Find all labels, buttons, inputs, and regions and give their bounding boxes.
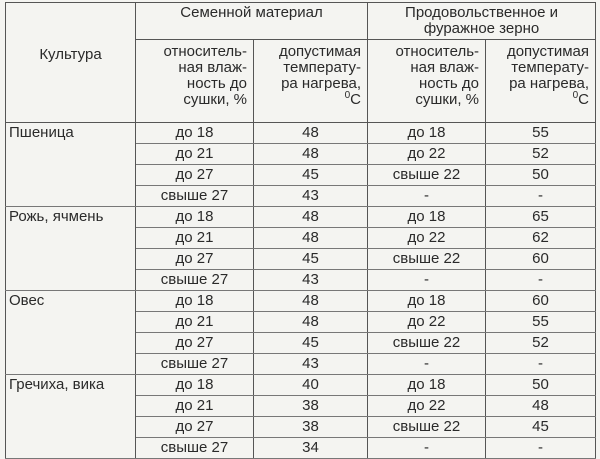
header-food-temperature-line: ра нагрева, <box>509 75 590 92</box>
header-food-humidity-line: сушки, % <box>415 91 480 108</box>
degree-sup: 0 <box>344 90 351 101</box>
table-row <box>6 375 596 396</box>
drying-regime-table <box>5 2 596 459</box>
header-crop <box>6 3 136 123</box>
seed-humidity-cell: свыше 27 <box>136 270 254 291</box>
seed-temperature-cell: 48 <box>254 228 368 249</box>
header-seed-temperature-line: ра нагрева, <box>281 75 362 92</box>
food-temperature-cell: - <box>486 270 596 291</box>
food-temperature-cell: 52 <box>486 333 596 354</box>
header-food-group-line2: фуражное зерно <box>423 20 540 37</box>
header-seed-humidity-line: ность до <box>186 75 247 92</box>
seed-temperature-cell: 45 <box>254 333 368 354</box>
header-food-temperature-line: допустимая <box>506 43 590 60</box>
seed-temperature-cell: 45 <box>254 249 368 270</box>
food-temperature-cell: 50 <box>486 375 596 396</box>
food-temperature-cell: 48 <box>486 396 596 417</box>
food-temperature-cell: - <box>486 186 596 207</box>
crop-name: Рожь, ячмень <box>6 207 136 291</box>
food-humidity-cell: свыше 22 <box>368 165 486 186</box>
food-temperature-cell: 65 <box>486 207 596 228</box>
food-humidity-cell: - <box>368 186 486 207</box>
crop-name: Гречиха, вика <box>6 375 136 459</box>
seed-temperature-cell: 43 <box>254 186 368 207</box>
food-temperature-cell: 52 <box>486 144 596 165</box>
header-food-humidity-line: ная влаж- <box>410 59 480 76</box>
seed-temperature-cell: 48 <box>254 207 368 228</box>
food-humidity-cell: свыше 22 <box>368 249 486 270</box>
seed-temperature-cell: 48 <box>254 123 368 144</box>
food-temperature-cell: 62 <box>486 228 596 249</box>
header-seed-humidity-line: относитель- <box>163 43 247 60</box>
header-seed-humidity <box>136 40 254 123</box>
food-humidity-cell: свыше 22 <box>368 333 486 354</box>
header-food-temperature-unit <box>486 92 589 110</box>
food-humidity-cell: до 18 <box>368 291 486 312</box>
food-humidity-cell: свыше 22 <box>368 417 486 438</box>
food-humidity-cell: до 18 <box>368 123 486 144</box>
food-humidity-cell: - <box>368 270 486 291</box>
seed-temperature-cell: 43 <box>254 270 368 291</box>
food-temperature-cell: 50 <box>486 165 596 186</box>
header-seed-group <box>136 3 368 40</box>
seed-humidity-cell: до 27 <box>136 249 254 270</box>
header-seed-temperature-line: допустимая <box>278 43 362 60</box>
seed-temperature-cell: 45 <box>254 165 368 186</box>
header-food-humidity-line: ность до <box>418 75 480 92</box>
seed-humidity-cell: до 18 <box>136 207 254 228</box>
food-humidity-cell: - <box>368 354 486 375</box>
seed-temperature-cell: 48 <box>254 144 368 165</box>
food-humidity-cell: до 22 <box>368 228 486 249</box>
food-temperature-cell: 55 <box>486 312 596 333</box>
seed-temperature-cell: 43 <box>254 354 368 375</box>
header-seed-group-label: Семенной материал <box>180 4 323 21</box>
food-humidity-cell: до 18 <box>368 375 486 396</box>
food-temperature-cell: 55 <box>486 123 596 144</box>
seed-humidity-cell: до 21 <box>136 396 254 417</box>
seed-temperature-cell: 40 <box>254 375 368 396</box>
header-food-group-line1: Продовольственное и <box>405 4 558 21</box>
food-humidity-cell: до 22 <box>368 312 486 333</box>
food-humidity-cell: до 22 <box>368 396 486 417</box>
food-temperature-cell: 60 <box>486 291 596 312</box>
header-seed-temperature-line: температу- <box>283 59 362 76</box>
food-temperature-cell: - <box>486 438 596 459</box>
seed-humidity-cell: до 21 <box>136 312 254 333</box>
seed-humidity-cell: свыше 27 <box>136 186 254 207</box>
table-body <box>6 123 596 459</box>
degree-unit: С <box>350 91 362 108</box>
food-humidity-cell: до 18 <box>368 207 486 228</box>
table-row <box>6 207 596 228</box>
seed-humidity-cell: до 18 <box>136 291 254 312</box>
header-food-group <box>368 3 596 40</box>
food-humidity-cell: до 22 <box>368 144 486 165</box>
table-row <box>6 123 596 144</box>
seed-humidity-cell: до 18 <box>136 123 254 144</box>
header-food-temperature-line: температу- <box>511 59 590 76</box>
header-row-groups <box>6 3 596 40</box>
seed-humidity-cell: свыше 27 <box>136 354 254 375</box>
seed-temperature-cell: 34 <box>254 438 368 459</box>
crop-name: Пшеница <box>6 123 136 207</box>
seed-temperature-cell: 48 <box>254 291 368 312</box>
header-food-humidity-line: относитель- <box>395 43 480 60</box>
seed-humidity-cell: до 18 <box>136 375 254 396</box>
food-humidity-cell: - <box>368 438 486 459</box>
header-food-humidity <box>368 40 486 123</box>
seed-temperature-cell: 38 <box>254 417 368 438</box>
seed-humidity-cell: свыше 27 <box>136 438 254 459</box>
seed-humidity-cell: до 27 <box>136 417 254 438</box>
food-temperature-cell: - <box>486 354 596 375</box>
seed-humidity-cell: до 21 <box>136 228 254 249</box>
header-seed-temperature <box>254 40 368 123</box>
degree-sup: 0 <box>572 90 579 101</box>
seed-humidity-cell: до 27 <box>136 165 254 186</box>
food-temperature-cell: 60 <box>486 249 596 270</box>
header-food-temperature <box>486 40 596 123</box>
seed-humidity-cell: до 27 <box>136 333 254 354</box>
header-crop-label: Культура <box>39 46 102 63</box>
header-seed-humidity-line: сушки, % <box>183 91 247 108</box>
table-row <box>6 291 596 312</box>
header-seed-humidity-line: ная влаж- <box>178 59 247 76</box>
seed-temperature-cell: 38 <box>254 396 368 417</box>
crop-name: Овес <box>6 291 136 375</box>
header-seed-temperature-unit <box>254 92 361 110</box>
seed-temperature-cell: 48 <box>254 312 368 333</box>
seed-humidity-cell: до 21 <box>136 144 254 165</box>
food-temperature-cell: 45 <box>486 417 596 438</box>
degree-unit: С <box>578 91 590 108</box>
